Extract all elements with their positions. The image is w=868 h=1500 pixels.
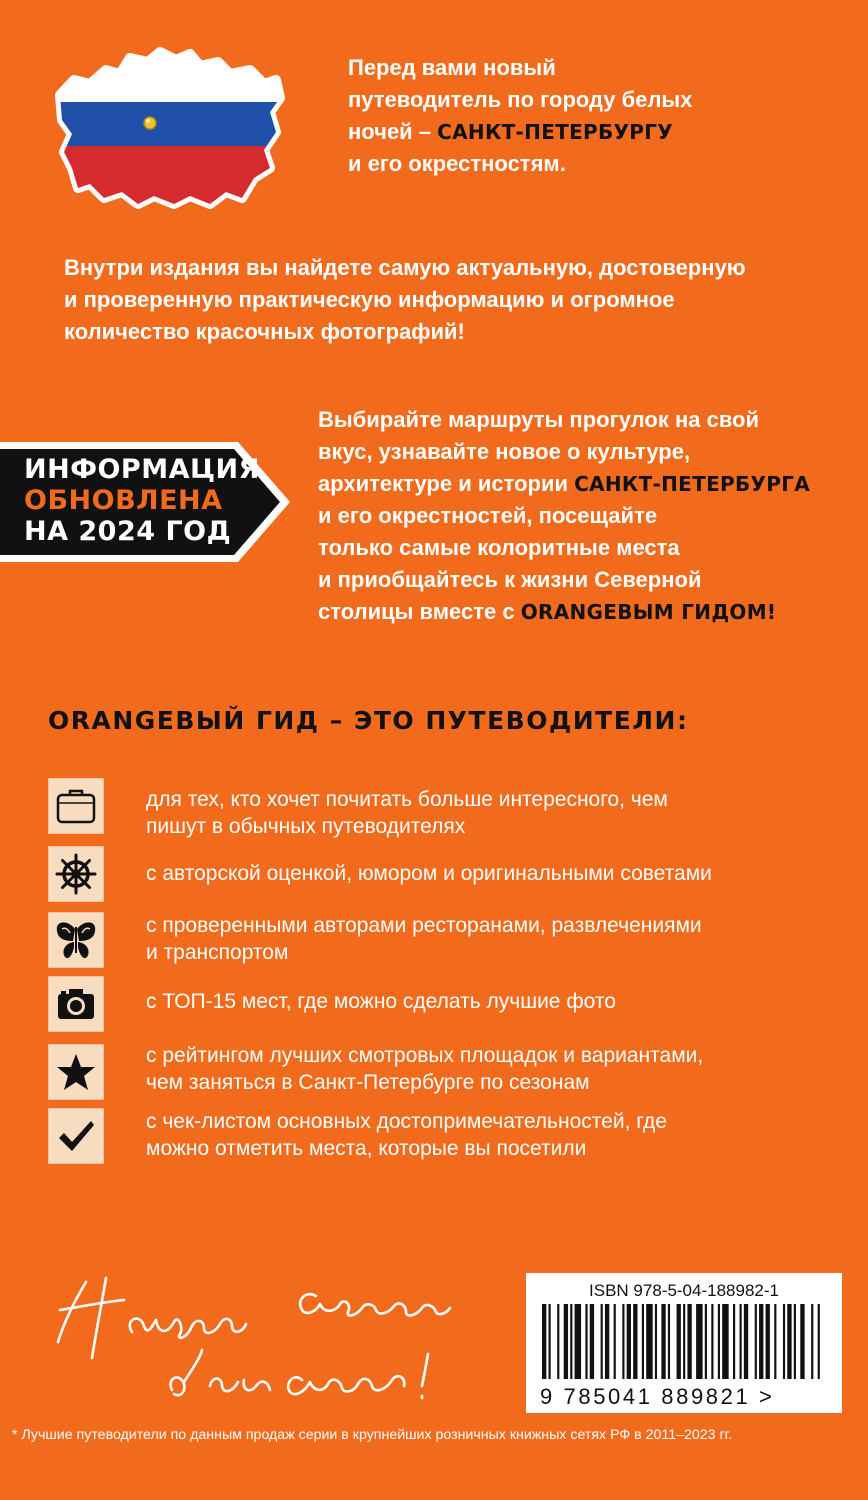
intro-text: ночей – <box>348 119 438 144</box>
barcode-bar <box>687 1304 691 1379</box>
barcode-bar <box>549 1304 551 1379</box>
barcode-bar <box>711 1304 713 1379</box>
russia-flag-map-icon <box>50 40 290 220</box>
barcode-bar <box>696 1304 703 1379</box>
barcode-bar <box>557 1304 559 1379</box>
barcode-bar <box>759 1304 763 1379</box>
routes-paragraph <box>318 404 838 628</box>
feature-item <box>146 1042 836 1096</box>
barcode-bar <box>800 1304 804 1379</box>
routes-text: архитектуре и истории <box>318 471 575 496</box>
barcode-bar <box>722 1304 729 1379</box>
barcode-bar <box>570 1304 572 1379</box>
feature-line: пишут в обычных путеводителях <box>146 815 466 838</box>
feature-line: с чек-листом основных достопримечательностей, где <box>146 1110 667 1133</box>
badge-text <box>24 454 264 547</box>
camera-icon <box>48 976 104 1032</box>
barcode-bar <box>585 1304 587 1379</box>
barcode-bar <box>668 1304 670 1379</box>
intro-line: путеводитель по городу белых <box>348 87 693 112</box>
barcode-bar <box>646 1304 653 1379</box>
routes-line: вкус, узнавайте новое о культуре, <box>318 439 691 464</box>
barcode-bar <box>787 1304 791 1379</box>
feature-item <box>146 1108 836 1162</box>
barcode-digits: 9 785041 889821 > <box>540 1384 775 1409</box>
feature-line: с ТОП-15 мест, где можно сделать лучшие фото <box>146 990 616 1013</box>
badge-line: НА 2024 ГОД <box>24 516 232 547</box>
feature-line: для тех, кто хочет почитать больше интересного, чем <box>146 788 668 811</box>
feature-item <box>146 988 836 1015</box>
barcode-bar <box>683 1304 685 1379</box>
barcode-bar <box>575 1304 582 1379</box>
brand-highlight: ORANGEВЫМ ГИДОМ! <box>520 600 777 624</box>
intro-line <box>348 116 828 148</box>
feature-line: с авторской оценкой, юмором и оригинальными советами <box>146 862 712 885</box>
barcode-bar <box>661 1304 665 1379</box>
routes-line: и приобщайтесь к жизни Северной <box>318 567 702 592</box>
butterfly-icon <box>48 912 104 968</box>
ship-wheel-icon <box>48 846 104 902</box>
suitcase-icon <box>48 778 104 834</box>
feature-line: можно отметить места, которые вы посетили <box>146 1137 587 1160</box>
intro-line: Перед вами новый <box>348 55 556 80</box>
feature-item <box>146 860 836 887</box>
routes-line <box>318 596 838 628</box>
checkmark-icon <box>48 1108 104 1164</box>
barcode-bar <box>614 1304 616 1379</box>
barcode-bar <box>774 1304 776 1379</box>
barcode-bar <box>642 1304 644 1379</box>
barcode-bar <box>794 1304 796 1379</box>
feature-line: с проверенными авторами ресторанами, развлечениями <box>146 914 702 937</box>
features-title: ORANGEВЫЙ ГИД – ЭТО ПУТЕВОДИТЕЛИ: <box>48 706 689 735</box>
barcode-bar <box>633 1304 637 1379</box>
barcode-bar <box>744 1304 748 1379</box>
inside-paragraph <box>64 252 824 348</box>
inside-line: и проверенную практическую информацию и огромное <box>64 287 675 312</box>
feature-item <box>146 912 836 966</box>
barcode-bar <box>564 1304 568 1379</box>
barcode-bar <box>677 1304 681 1379</box>
inside-line: количество красочных фотографий! <box>64 319 465 344</box>
intro-paragraph <box>348 52 828 180</box>
feature-line: и транспортом <box>146 941 289 964</box>
routes-line: Выбирайте маршруты прогулок на свой <box>318 407 760 432</box>
feature-line: чем заняться в Санкт-Петербурге по сезонам <box>146 1071 590 1094</box>
feature-line: с рейтингом лучших смотровых площадок и вариантами, <box>146 1044 704 1067</box>
footnote: * Лучшие путеводители по данным продаж серии в крупнейших розничных книжных сетях РФ в 2011–2023 гг. <box>12 1427 733 1443</box>
barcode-bar <box>755 1304 757 1379</box>
badge-line-highlight: ОБНОВЛЕНА <box>24 485 223 516</box>
barcode-bar <box>740 1304 742 1379</box>
barcode-bars <box>542 1304 822 1379</box>
barcode-bar <box>655 1304 657 1379</box>
intro-line: и его окрестностям. <box>348 151 566 176</box>
barcode-bar <box>811 1304 813 1379</box>
routes-line: только самые колоритные места <box>318 535 680 560</box>
barcode-bar <box>766 1304 770 1379</box>
barcode-bar <box>590 1304 594 1379</box>
city-highlight: САНКТ-ПЕТЕРБУРГУ <box>437 120 674 144</box>
barcode-bar <box>601 1304 603 1379</box>
barcode-bar <box>818 1304 820 1379</box>
barcode-bar <box>542 1304 546 1379</box>
barcode-bar <box>783 1304 785 1379</box>
badge-line: ИНФОРМАЦИЯ <box>24 454 260 485</box>
feature-item <box>146 786 836 840</box>
inside-line: Внутри издания вы найдете самую актуальную, достоверную <box>64 255 746 280</box>
barcode-bar <box>627 1304 631 1379</box>
barcode-bar <box>705 1304 707 1379</box>
handwritten-signature <box>44 1262 464 1412</box>
routes-text: столицы вместе с <box>318 599 521 624</box>
barcode-bar <box>718 1304 720 1379</box>
barcode-bar <box>733 1304 735 1379</box>
barcode-bar <box>605 1304 609 1379</box>
isbn-text: ISBN 978-5-04-188982-1 <box>589 1281 779 1300</box>
city-highlight: САНКТ-ПЕТЕРБУРГА <box>574 472 811 496</box>
star-icon <box>48 1044 104 1100</box>
barcode-bar <box>622 1304 624 1379</box>
routes-line <box>318 468 838 500</box>
routes-line: и его окрестностей, посещайте <box>318 503 658 528</box>
